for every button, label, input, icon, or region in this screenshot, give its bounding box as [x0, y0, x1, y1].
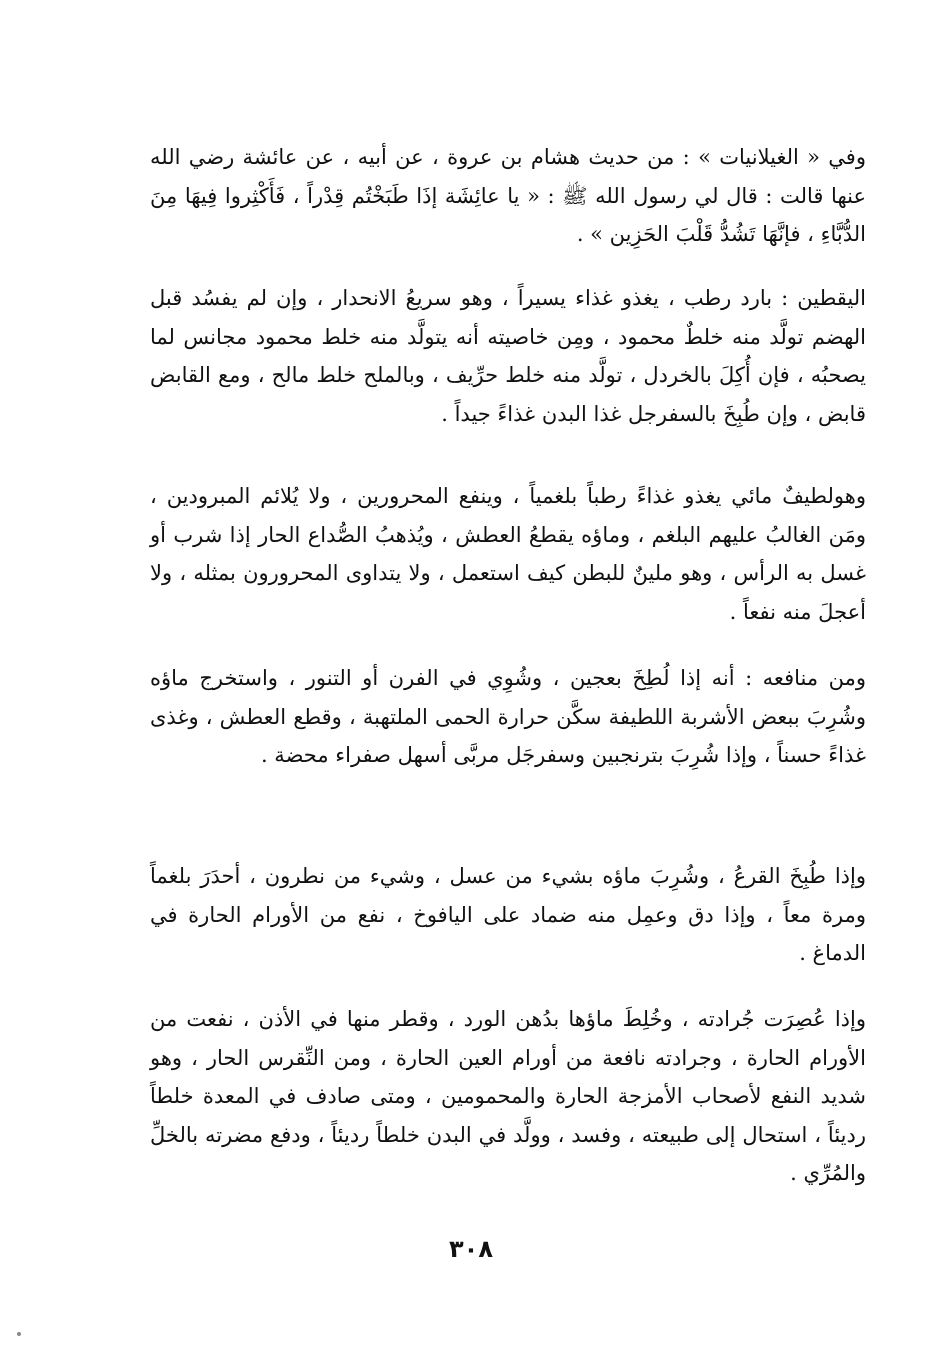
page-number: ٣٠٨ — [449, 1235, 493, 1263]
paragraph-yaqtin-properties: اليقطين : بارد رطب ، يغذو غذاء يسيراً ، وهو سريعُ الانحدار ، وإن لم يفسُد قبل الهضم تولَّد منه خلطٌ محمود ، ومِن خاصيته أنه يتولَّد منه خلط محمود مجانس لما يصحبُه ، فإن أُكِلَ بالخردل ، تولَّد منه خلط حرِّيف ، وبالملح خلط مالح ، ومع القابض قابض ، وإن طُبِخَ بالسفرجل غذا البدن غذاءً جيداً . — [150, 286, 866, 426]
scan-speck — [17, 1332, 21, 1336]
paragraph-nutrition: وهولطيفٌ مائي يغذو غذاءً رطباً بلغمياً ، وينفع المحرورين ، ولا يُلائم المبرودين ، ومَن الغالبُ عليهم البلغم ، وماؤه يقطعُ العطش ، ويُذهبُ الصُّداع الحار إذا شرب أو غسل به الرأس ، وهو ملينٌ للبطن كيف استعمل ، ولا يتداوى المحرورون بمثله ، ولا أعجلَ منه نفعاً . — [150, 484, 866, 624]
paragraph-gourd-pulp: وإذا عُصِرَت جُرادته ، وخُلِطَ ماؤها بدُهن الورد ، وقطر منها في الأذن ، نفعت من الأورام الحارة ، وجرادته نافعة من أورام العين الحارة ، ومن النِّقرس الحار ، وهو شديد النفع لأصحاب الأمزجة الحارة والمحمومين ، ومتى صادف في المعدة خلطاً رديئاً ، استحال إلى طبيعته ، وفسد ، وولَّد في البدن خلطاً رديئاً ، ودفع مضرته بالخلِّ والمُرِّي . — [150, 1007, 866, 1185]
paragraph-cooked-gourd: وإذا طُبِخَ القرعُ ، وشُرِبَ ماؤه بشيء من عسل ، وشيء من نطرون ، أحدَرَ بلغماً ومرة معاً ، وإذا دق وعمِل منه ضماد على اليافوخ ، نفع من الأورام الحارة في الدماغ . — [150, 864, 866, 965]
paragraph-ghaylaniyat-hadith: وفي « الغيلانيات » : من حديث هشام بن عروة ، عن أبيه ، عن عائشة رضي الله عنها قالت : قال لي رسول الله ﷺ : « يا عائِشَة إذَا طَبَخْتُم قِدْراً ، فَأَكْثِروا فِيهَا مِنَ الدُّبَّاءِ ، فإنَّهَا تَشُدُّ قَلْبَ الحَزِين » . — [150, 145, 866, 246]
paragraph-benefits: ومن منافعه : أنه إذا لُطِخَ بعجين ، وشُوِي في الفرن أو التنور ، واستخرج ماؤه وشُرِبَ ببعض الأشربة اللطيفة سكَّن حرارة الحمى الملتهبة ، وقطع العطش ، وغذى غذاءً حسناً ، وإذا شُرِبَ بترنجبين وسفرجَل مربَّى أسهل صفراء محضة . — [150, 666, 866, 767]
